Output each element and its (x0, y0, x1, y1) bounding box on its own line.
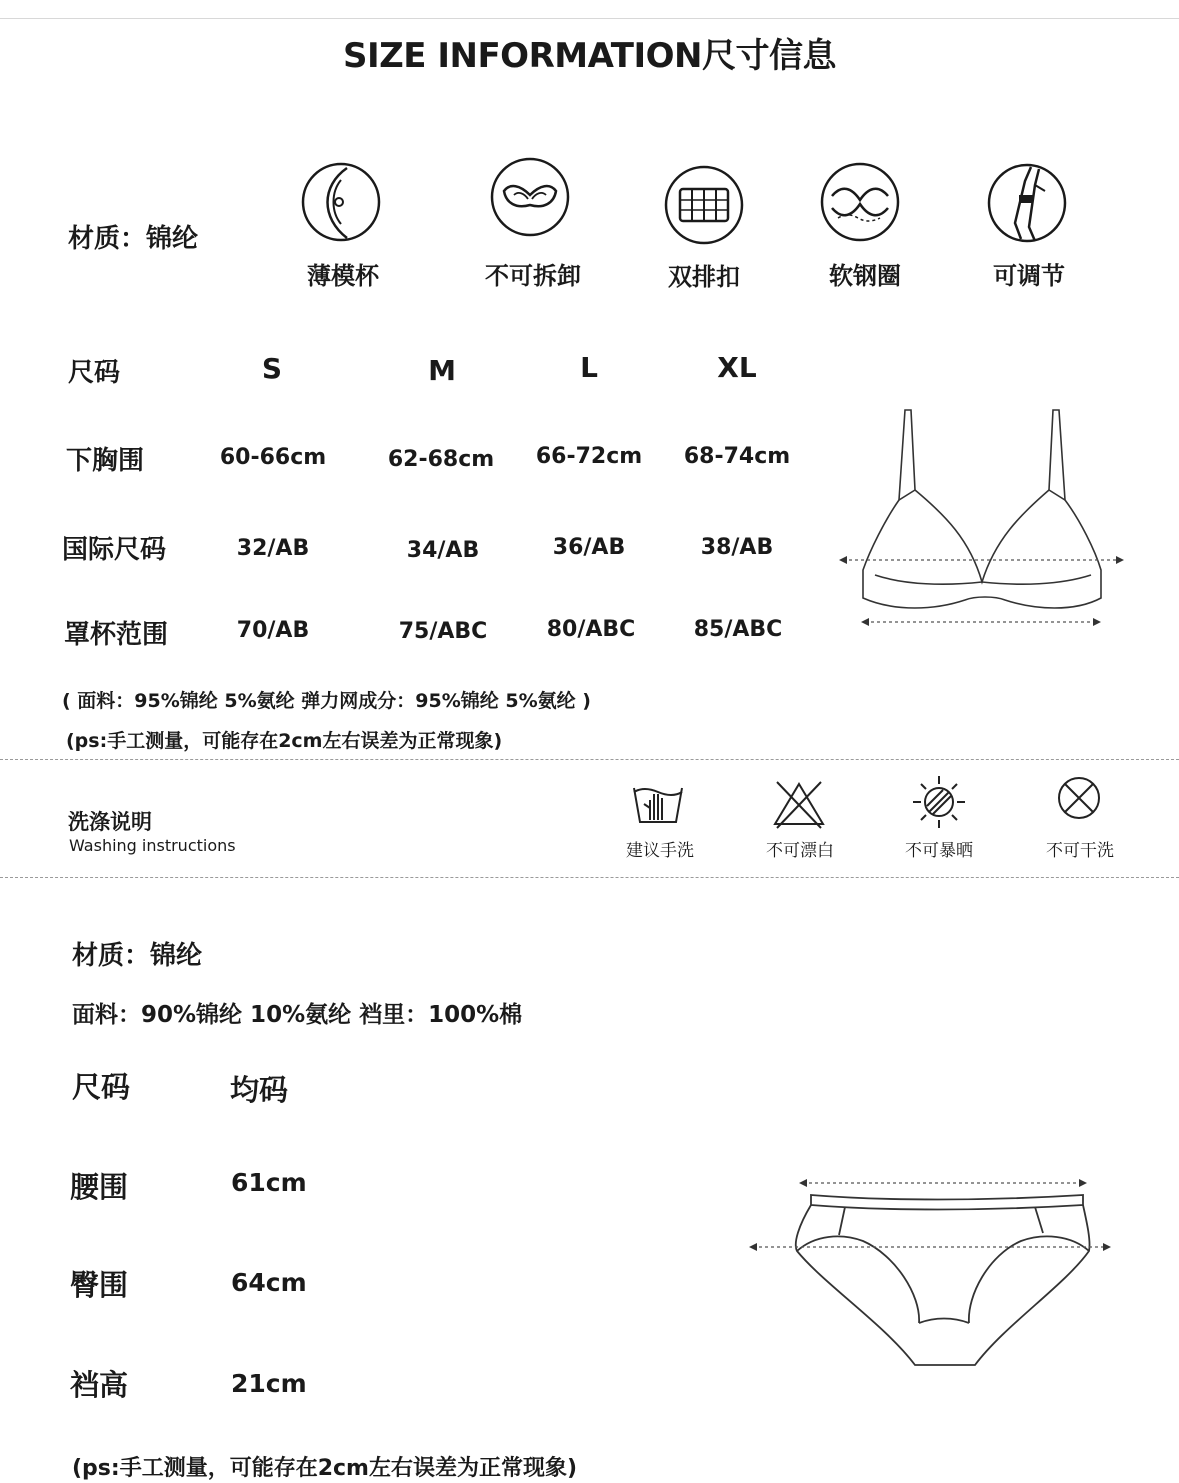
table-cell: 75/ABC (398, 619, 488, 644)
panty-hip-label: 臀围 (70, 1268, 129, 1302)
table-cell: 62-68cm (387, 447, 495, 472)
panty-fabric: 面料：90%锦纶 10%氨纶 裆里：100%棉 (72, 1002, 523, 1028)
size-header-xl: XL (717, 351, 757, 384)
panty-rise-value: 21cm (231, 1369, 307, 1398)
panty-size-value: 均码 (230, 1073, 289, 1107)
bra-ps-note: (ps:手工测量，可能存在2cm左右误差为正常现象) (66, 730, 503, 752)
double-row-hook-icon (662, 163, 746, 247)
table-cell: 32/AB (236, 536, 310, 561)
feature-label-adjustable: 可调节 (993, 262, 1065, 290)
wash-label-no-sun: 不可暴晒 (905, 841, 973, 861)
panty-size-label: 尺码 (72, 1070, 131, 1104)
row-label-intl-size: 国际尺码 (62, 535, 167, 565)
washing-title-cn: 洗涤说明 (68, 810, 152, 834)
panty-material: 材质：锦纶 (72, 941, 203, 971)
table-cell: 60-66cm (219, 445, 327, 470)
table-cell: 34/AB (406, 538, 480, 563)
wash-label-no-bleach: 不可漂白 (766, 841, 834, 861)
row-label-cup-range: 罩杯范围 (64, 620, 169, 650)
hand-wash-icon (628, 778, 688, 834)
soft-underwire-icon (818, 160, 902, 244)
feature-label-thin-mold-cup: 薄模杯 (307, 262, 379, 290)
bra-fabric-note: ( 面料：95%锦纶 5%氨纶 弹力网成分：95%锦纶 5%氨纶 ) (62, 690, 591, 712)
top-divider (0, 18, 1179, 19)
non-removable-pad-icon (488, 155, 572, 239)
bra-diagram (835, 400, 1130, 630)
size-header-m: M (428, 354, 456, 387)
no-sun-dry-icon (909, 774, 969, 830)
table-cell: 70/AB (236, 618, 310, 643)
panty-diagram (745, 1175, 1115, 1375)
bra-material: 材质：锦纶 (68, 224, 199, 254)
size-header-s: S (261, 352, 283, 385)
page-title: SIZE INFORMATION尺寸信息 (343, 36, 836, 76)
table-cell: 66-72cm (535, 444, 643, 469)
panty-waist-label: 腰围 (70, 1170, 129, 1204)
no-dry-clean-icon (1049, 774, 1109, 830)
panty-rise-label: 裆高 (70, 1368, 129, 1402)
feature-label-double-row-hook: 双排扣 (668, 263, 740, 291)
washing-divider-bottom (0, 877, 1179, 878)
table-cell: 85/ABC (693, 617, 783, 642)
row-label-underbust: 下胸围 (66, 446, 145, 476)
panty-ps-note: (ps:手工测量，可能存在2cm左右误差为正常现象) (72, 1456, 578, 1481)
size-header-label: 尺码 (68, 358, 121, 388)
wash-label-no-dry-clean: 不可干洗 (1046, 841, 1114, 861)
table-cell: 38/AB (700, 535, 774, 560)
wash-label-hand-wash: 建议手洗 (626, 841, 694, 861)
size-header-l: L (580, 351, 598, 384)
adjustable-strap-icon (985, 161, 1069, 245)
panty-waist-value: 61cm (231, 1168, 307, 1197)
table-cell: 36/AB (552, 535, 626, 560)
no-bleach-icon (769, 778, 829, 834)
table-cell: 80/ABC (546, 617, 636, 642)
feature-label-non-removable: 不可拆卸 (485, 262, 581, 290)
feature-label-soft-underwire: 软钢圈 (829, 262, 901, 290)
table-cell: 68-74cm (683, 444, 791, 469)
thin-mold-cup-icon (299, 160, 383, 244)
panty-hip-value: 64cm (231, 1268, 307, 1297)
washing-divider-top (0, 759, 1179, 760)
washing-title-en: Washing instructions (69, 836, 236, 855)
